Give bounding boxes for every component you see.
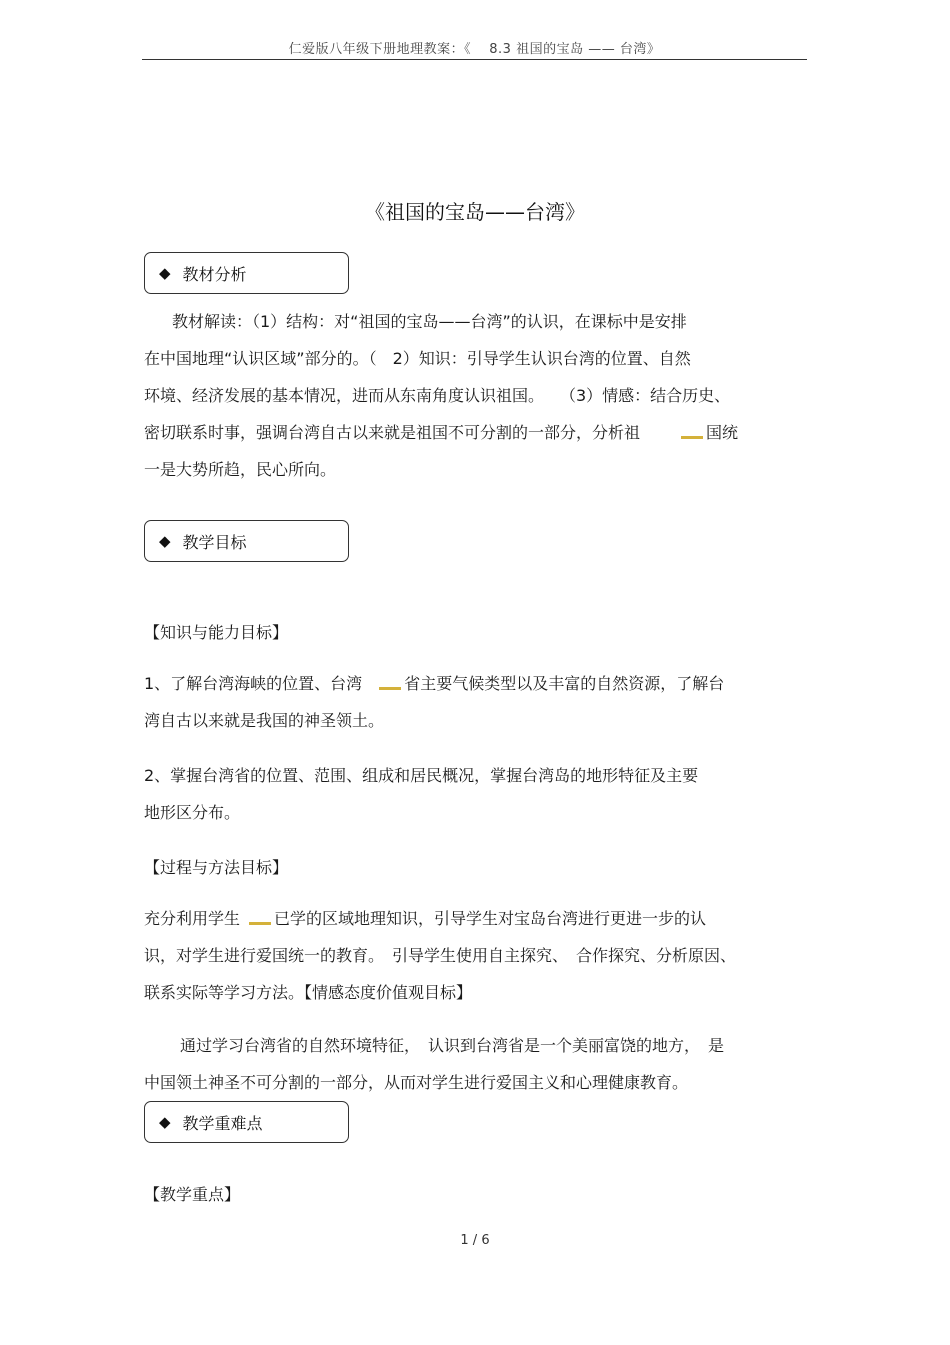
- text-line: [144, 414, 808, 451]
- page-number: 1 / 6: [460, 1233, 490, 1248]
- section-heading-key-difficult: [144, 1101, 349, 1143]
- text-line: 识，对学生进行爱国统一的教育。 引导学生使用自主探究、 合作探究、分析原因、: [144, 946, 737, 965]
- text-span: 充分利用学生: [144, 909, 241, 928]
- key-points-heading: 【教学重点】: [144, 1185, 241, 1204]
- fill-blank-marker: [681, 436, 703, 439]
- text-line: 在中国地理“认识区域”部分的。（ 2）知识：引导学生认识台湾的位置、自然: [144, 349, 691, 368]
- text-line: 湾自古以来就是我国的神圣领土。: [144, 711, 385, 730]
- box-shadow: [325, 1139, 372, 1147]
- text-line: 2、掌握台湾省的位置、范围、组成和居民概况，掌握台湾岛的地形特征及主要: [144, 766, 699, 785]
- text-line: 教材解读：（1）结构：对“祖国的宝岛——台湾”的认识，在课标中是安排: [172, 312, 687, 331]
- text-line: 联系实际等学习方法。【情感态度价值观目标】: [144, 983, 473, 1002]
- process-paragraph: [144, 900, 808, 1011]
- running-header: 仁爱版八年级下册地理教案：《 8.3 祖国的宝岛 —— 台湾》: [288, 42, 661, 57]
- diamond-bullet-icon: ◆: [159, 264, 171, 282]
- header-rule: [142, 59, 807, 60]
- knowledge-item-2: [144, 757, 808, 831]
- text-line: [144, 900, 808, 937]
- diamond-bullet-icon: ◆: [159, 1113, 171, 1131]
- emotion-paragraph: [144, 1027, 808, 1101]
- text-line: 环境、经济发展的基本情况，进而从东南角度认识祖国。 （3）情感：结合历史、: [144, 386, 731, 405]
- text-span: 1、了解台湾海峡的位置、台湾: [144, 674, 363, 693]
- text-line: 通过学习台湾省的自然环境特征， 认识到台湾省是一个美丽富饶的地方， 是: [180, 1036, 725, 1055]
- section-label: 教学重难点: [182, 1113, 263, 1133]
- text-span: 国统: [706, 423, 739, 442]
- text-line: [144, 665, 808, 702]
- section-label: 教材分析: [182, 264, 247, 284]
- box-shadow: [325, 290, 372, 298]
- section-heading-objectives: [144, 520, 349, 562]
- section-label: 教学目标: [182, 532, 247, 552]
- text-span: 已学的区域地理知识，引导学生对宝岛台湾进行更进一步的认: [274, 909, 707, 928]
- text-span: 省主要气候类型以及丰富的自然资源，了解台: [404, 674, 725, 693]
- process-heading: 【过程与方法目标】: [144, 858, 289, 877]
- knowledge-heading: 【知识与能力目标】: [144, 623, 289, 642]
- text-line: 一是大势所趋，民心所向。: [144, 460, 337, 479]
- text-span: 密切联系时事，强调台湾自古以来就是祖国不可分割的一部分，分析祖: [144, 423, 641, 442]
- knowledge-item-1: [144, 665, 808, 739]
- diamond-bullet-icon: ◆: [159, 532, 171, 550]
- fill-blank-marker: [379, 687, 401, 690]
- fill-blank-marker: [249, 922, 271, 925]
- text-line: 地形区分布。: [144, 803, 241, 822]
- section-heading-analysis: [144, 252, 349, 294]
- analysis-paragraph: [144, 303, 808, 488]
- box-shadow: [325, 558, 372, 566]
- text-line: 中国领土神圣不可分割的一部分，从而对学生进行爱国主义和心理健康教育。: [144, 1073, 689, 1092]
- document-title: 《祖国的宝岛——台湾》: [365, 200, 585, 224]
